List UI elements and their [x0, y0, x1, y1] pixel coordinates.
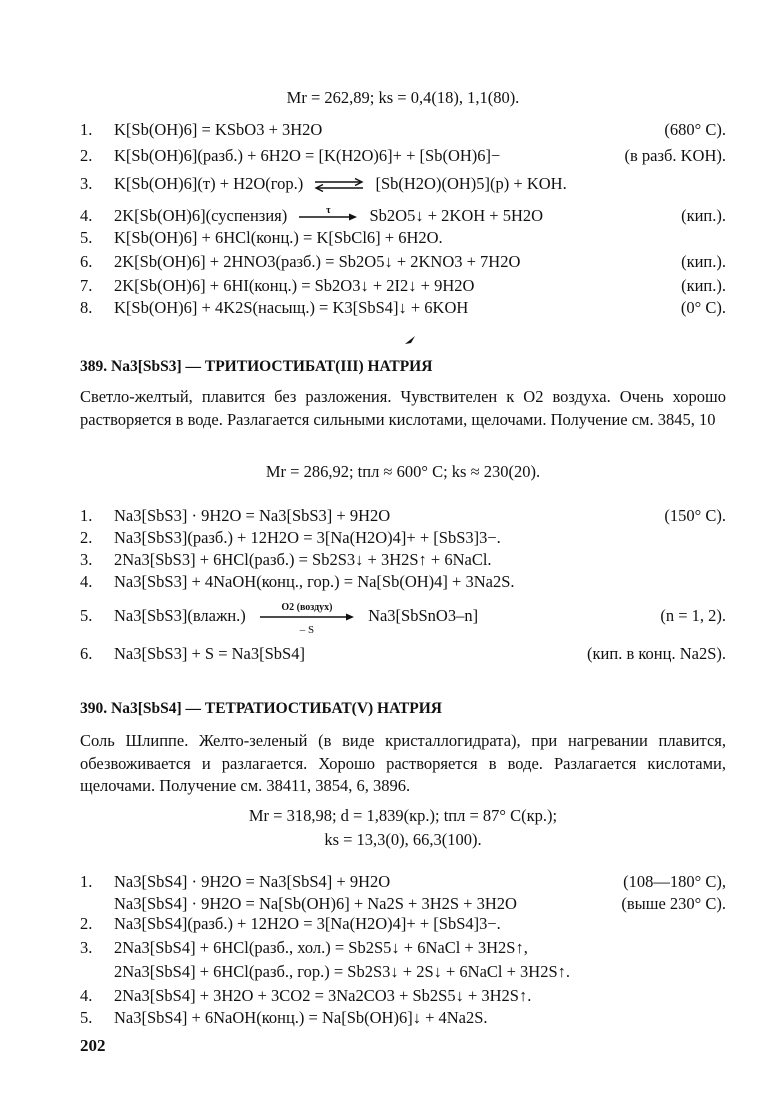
section-390-reaction-2-number: 2.	[80, 914, 93, 933]
section-389-reaction-4-equation: Na3[SbS3] + 4NaOH(конц., гор.) = Na[Sb(OH)4] + 3Na2S.	[114, 572, 515, 591]
top-reaction-1-equation: K[Sb(OH)6] = KSbO3 + 3H2O	[114, 120, 323, 139]
reaction-left-side: K[Sb(OH)6](т) + H2O(гор.)	[114, 174, 304, 193]
top-reaction-1-number: 1.	[80, 120, 93, 139]
top-reaction-5-number: 5.	[80, 228, 93, 247]
reaction-arrow-icon	[258, 602, 356, 637]
section-divider-ornament-icon	[403, 331, 417, 351]
top-reaction-2-number: 2.	[80, 146, 93, 165]
section-390-reaction-5-equation: Na3[SbS4] + 6NaOH(конц.) = Na[Sb(OH)6]↓ + 4Na2S.	[114, 1008, 488, 1027]
top-reaction-1-condition: (680° C).	[664, 120, 726, 139]
section-390-reaction-1b-equation: Na3[SbS4] · 9H2O = Na[Sb(OH)6] + Na2S + 3H2S + 3H2O	[114, 894, 517, 913]
top-reaction-2-condition: (в разб. KOH).	[624, 146, 726, 165]
top-reaction-4-equation	[114, 206, 543, 226]
top-reaction-7-condition: (кип.).	[681, 276, 726, 295]
section-390-reaction-1-condition: (108—180° C),	[623, 872, 726, 891]
page-number: 202	[80, 1036, 106, 1055]
section-389-reaction-4-number: 4.	[80, 572, 93, 591]
section-389-reaction-1-number: 1.	[80, 506, 93, 525]
section-389-reaction-2-equation: Na3[SbS3](разб.) + 12H2O = 3[Na(H2O)4]+ + [SbS3]3−.	[114, 528, 501, 547]
section-389-reaction-5-number: 5.	[80, 606, 93, 625]
top-reaction-3-equation	[114, 174, 567, 194]
section-390-reaction-4-number: 4.	[80, 986, 93, 1005]
reaction-left-side: Na3[SbS3](влажн.)	[114, 606, 246, 625]
top-reaction-6-equation: 2K[Sb(OH)6] + 2HNO3(разб.) = Sb2O5↓ + 2KNO3 + 7H2O	[114, 252, 521, 271]
section-390-reaction-3-number: 3.	[80, 938, 93, 957]
section-390-description: Соль Шлиппе. Желто-зеленый (в виде кристаллогидрата), при нагревании плавится, обезвоживается и разлагается. Хорошо растворяется в воде. Разлагается кислотами, щелочами. Получение см. 38411, 3854, 6, 3896.	[80, 731, 726, 795]
top-reaction-8-condition: (0° C).	[680, 298, 726, 317]
section-389-properties: Mr = 286,92; tпл ≈ 600° C; ks ≈ 230(20).	[265, 462, 541, 481]
reaction-right-side: Na3[SbSnO3–n]	[368, 606, 479, 625]
section-389-reaction-3-equation: 2Na3[SbS3] + 6HCl(разб.) = Sb2S3↓ + 3H2S↑ + 6NaCl.	[114, 550, 492, 569]
section-390-reaction-3-equation: 2Na3[SbS4] + 6HCl(разб., хол.) = Sb2S5↓ + 6NaCl + 3H2S↑,	[114, 938, 528, 957]
top-properties: Mr = 262,89; ks = 0,4(18), 1,1(80).	[286, 88, 520, 107]
arrow-top-label: O2 (воздух)	[281, 602, 333, 614]
arrow-label: τ	[326, 205, 331, 217]
top-reaction-7-number: 7.	[80, 276, 93, 295]
section-389-heading: 389. Na3[SbS3] — ТРИТИОСТИБАТ(III) НАТРИЯ	[80, 358, 433, 375]
reaction-right-side: [Sb(H2O)(OH)5](р) + KOH.	[375, 174, 567, 193]
section-389-reaction-6-number: 6.	[80, 644, 93, 663]
section-390-heading: 390. Na3[SbS4] — ТЕТРАТИОСТИБАТ(V) НАТРИЯ	[80, 700, 442, 717]
top-reaction-6-number: 6.	[80, 252, 93, 271]
section-389-reaction-6-condition: (кип. в конц. Na2S).	[587, 644, 726, 663]
section-390-properties-line-2: ks = 13,3(0), 66,3(100).	[324, 830, 482, 849]
section-390-properties-line-1: Mr = 318,98; d = 1,839(кр.); tпл = 87° C(кр.);	[248, 806, 558, 825]
section-390-reaction-4-equation: 2Na3[SbS4] + 3H2O + 3CO2 = 3Na2CO3 + Sb2S5↓ + 3H2S↑.	[114, 986, 532, 1005]
section-390-reaction-1b-condition: (выше 230° C).	[621, 894, 726, 913]
section-389-reaction-6-equation: Na3[SbS3] + S = Na3[SbS4]	[114, 644, 305, 663]
top-reaction-6-condition: (кип.).	[681, 252, 726, 271]
top-reaction-4-number: 4.	[80, 206, 93, 225]
top-reaction-8-equation: K[Sb(OH)6] + 4K2S(насыщ.) = K3[SbS4]↓ + 6KOH	[114, 298, 469, 317]
section-389-reaction-5-condition: (n = 1, 2).	[660, 606, 726, 625]
top-reaction-4-condition: (кип.).	[681, 206, 726, 225]
section-389-reaction-3-number: 3.	[80, 550, 93, 569]
section-390-reaction-1-number: 1.	[80, 872, 93, 891]
equilibrium-arrow-icon	[313, 178, 365, 192]
section-390-reaction-3b-equation: 2Na3[SbS4] + 6HCl(разб., гор.) = Sb2S3↓ + 2S↓ + 6NaCl + 3H2S↑.	[114, 962, 571, 981]
top-reaction-7-equation: 2K[Sb(OH)6] + 6HI(конц.) = Sb2O3↓ + 2I2↓ + 9H2O	[114, 276, 475, 295]
reaction-right-side: Sb2O5↓ + 2KOH + 5H2O	[369, 206, 544, 225]
section-389-description: Светло-желтый, плавится без разложения. Чувствителен к O2 воздуха. Очень хорошо растворяется в воде. Разлагается сильными кислотами, щелочами. Получение см. 3845, 10	[80, 387, 726, 429]
arrow-bottom-label: – S	[299, 624, 315, 637]
section-389-reaction-1-equation: Na3[SbS3] · 9H2O = Na3[SbS3] + 9H2O	[114, 506, 391, 525]
reaction-left-side: 2K[Sb(OH)6](суспензия)	[114, 206, 288, 225]
section-390-reaction-2-equation: Na3[SbS4](разб.) + 12H2O = 3[Na(H2O)4]+ + [SbS4]3−.	[114, 914, 501, 933]
top-reaction-8-number: 8.	[80, 298, 93, 317]
top-reaction-5-equation: K[Sb(OH)6] + 6HCl(конц.) = K[SbCl6] + 6H2O.	[114, 228, 443, 247]
top-reaction-2-equation: K[Sb(OH)6](разб.) + 6H2O = [K(H2O)6]+ + [Sb(OH)6]−	[114, 146, 501, 165]
section-390-reaction-1-equation: Na3[SbS4] · 9H2O = Na3[SbS4] + 9H2O	[114, 872, 391, 891]
section-389-reaction-2-number: 2.	[80, 528, 93, 547]
top-reaction-3-number: 3.	[80, 174, 93, 193]
reaction-arrow-icon	[297, 205, 359, 222]
section-389-reaction-5-equation	[114, 602, 479, 637]
section-389-reaction-1-condition: (150° C).	[664, 506, 726, 525]
section-390-reaction-5-number: 5.	[80, 1008, 93, 1027]
